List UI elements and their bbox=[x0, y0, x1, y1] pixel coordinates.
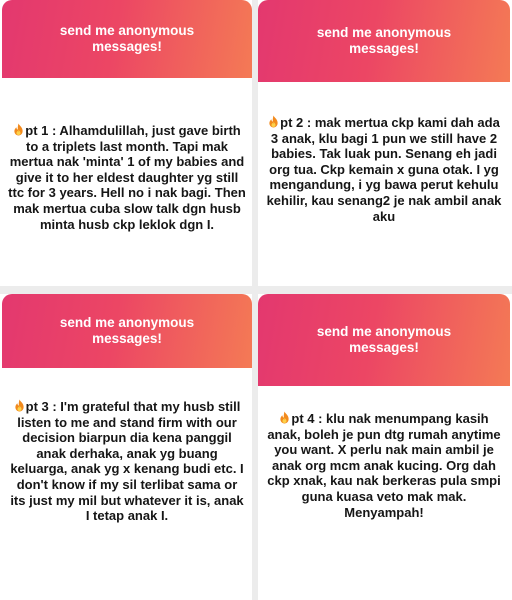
header-title-line2: messages! bbox=[92, 331, 162, 346]
story-card-4 bbox=[258, 294, 510, 600]
header-title-line1: send me anonymous bbox=[316, 25, 452, 40]
story-card-3 bbox=[2, 294, 252, 600]
story-card-2 bbox=[258, 0, 510, 286]
story-card-header bbox=[258, 294, 510, 386]
header-title-line1: send me anonymous bbox=[59, 315, 195, 330]
fire-icon bbox=[13, 123, 24, 136]
fire-icon bbox=[279, 411, 290, 424]
header-title-line2: messages! bbox=[92, 39, 162, 54]
fire-icon bbox=[14, 399, 25, 412]
header-title-line2: messages! bbox=[349, 340, 419, 355]
story-message-text: pt 1 : Alhamdulillah, just gave birth to a triplets last month. Tapi mak mertua nak 'minta' 1 of my babies and give it to her eldest daughter yg still ttc for 3 years. Hell no i nak bagi. Then mak mertua cuba slow talk dgn husb minta husb ckp leklok dgn I. bbox=[8, 123, 246, 232]
story-card-message bbox=[258, 411, 510, 520]
story-message-text: pt 4 : klu nak menumpang kasih anak, boleh je pun dtg rumah anytime you want. X perlu nak main ambil je anak org mcm anak kucing. Org dah ckp xnak, kau nak berkeras pula smpi guna kuasa veto mak mak. Menyampah! bbox=[267, 411, 501, 520]
story-card-message bbox=[258, 115, 510, 224]
story-message-text: pt 2 : mak mertua ckp kami dah ada 3 anak, klu bagi 1 pun we still have 2 babies. Tak luak pun. Senang eh jadi org tua. Ckp kemain x guna otak. I yg mengandung, i yg bawa perut kehulu kehilir, kau senang2 je nak ambil anak aku bbox=[266, 115, 502, 224]
header-title-line1: send me anonymous bbox=[316, 324, 452, 339]
story-card-header bbox=[2, 0, 252, 78]
story-card-1 bbox=[2, 0, 252, 286]
story-card-message bbox=[2, 399, 252, 524]
story-card-message bbox=[2, 123, 252, 232]
story-card-header bbox=[258, 0, 510, 82]
header-title-line1: send me anonymous bbox=[59, 23, 195, 38]
header-title-line2: messages! bbox=[349, 41, 419, 56]
story-card-header bbox=[2, 294, 252, 368]
fire-icon bbox=[268, 115, 279, 128]
horizontal-divider bbox=[0, 286, 512, 294]
story-message-text: pt 3 : I'm grateful that my husb still listen to me and stand firm with our decision biarpun dia kena panggil anak derhaka, anak yg buang keluarga, anak yg x kenang budi etc. I don't know if my sil terlibat sama or its just my mil but whatever it is, anak I tetap anak I. bbox=[10, 399, 244, 524]
